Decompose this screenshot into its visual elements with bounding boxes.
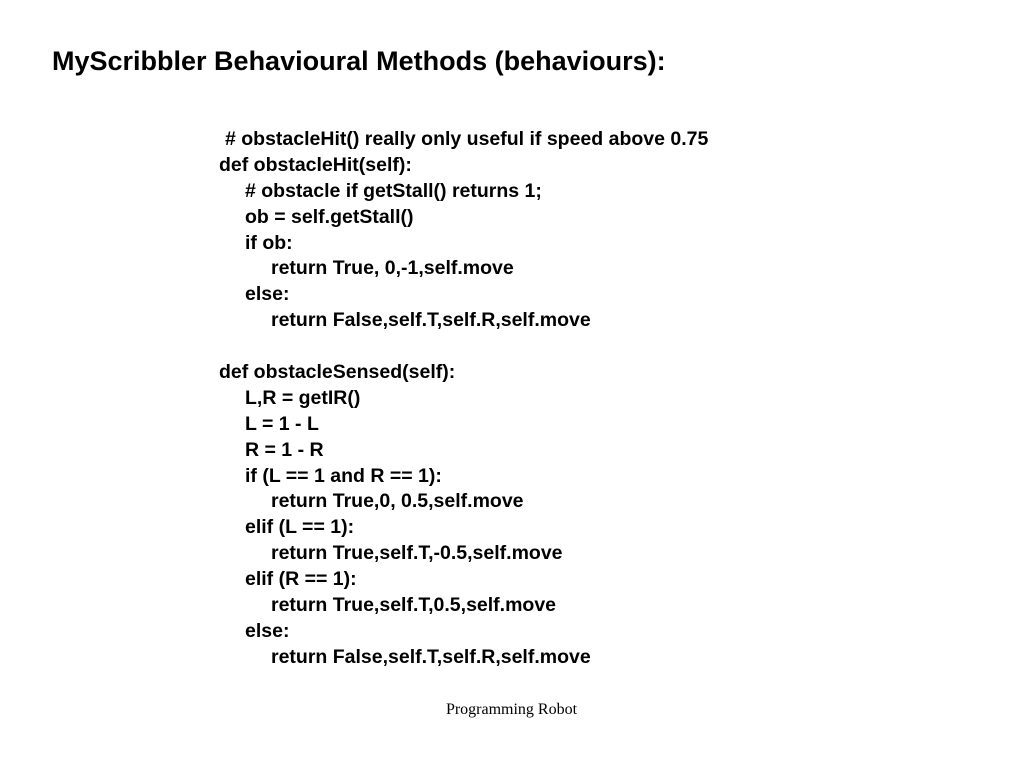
code-blank-line — [219, 334, 708, 360]
code-line: return False,self.T,self.R,self.move — [271, 645, 591, 668]
code-line: return True,0, 0.5,self.move — [271, 490, 524, 513]
code-line: elif (L == 1): — [245, 516, 355, 539]
code-comment-line: # obstacleHit() really only useful if speed above 0.75 — [225, 128, 709, 150]
code-line: R = 1 - R — [245, 438, 324, 461]
code-block — [219, 127, 708, 671]
slide-title: MyScribbler Behavioural Methods (behaviours): — [52, 46, 666, 76]
code-line: return False,self.T,self.R,self.move — [271, 309, 591, 332]
code-line: L,R = getIR() — [245, 386, 361, 409]
code-line: return True,self.T,0.5,self.move — [271, 594, 557, 617]
code-line: def obstacleHit(self): — [219, 153, 412, 176]
code-line: if (L == 1 and R == 1): — [245, 464, 442, 487]
code-line: def obstacleSensed(self): — [219, 361, 456, 384]
code-line: return True, 0,-1,self.move — [271, 257, 514, 280]
code-line: else: — [245, 619, 290, 642]
slide-footer: Programming Robot — [445, 701, 578, 718]
code-comment-line: # obstacle if getStall() returns 1; — [245, 179, 542, 202]
code-line: return True,self.T,-0.5,self.move — [271, 542, 563, 565]
code-line: ob = self.getStall() — [245, 205, 414, 228]
code-line: else: — [245, 283, 290, 306]
code-line: elif (R == 1): — [245, 568, 357, 591]
code-line: if ob: — [245, 231, 293, 254]
code-line: L = 1 - L — [245, 412, 319, 435]
